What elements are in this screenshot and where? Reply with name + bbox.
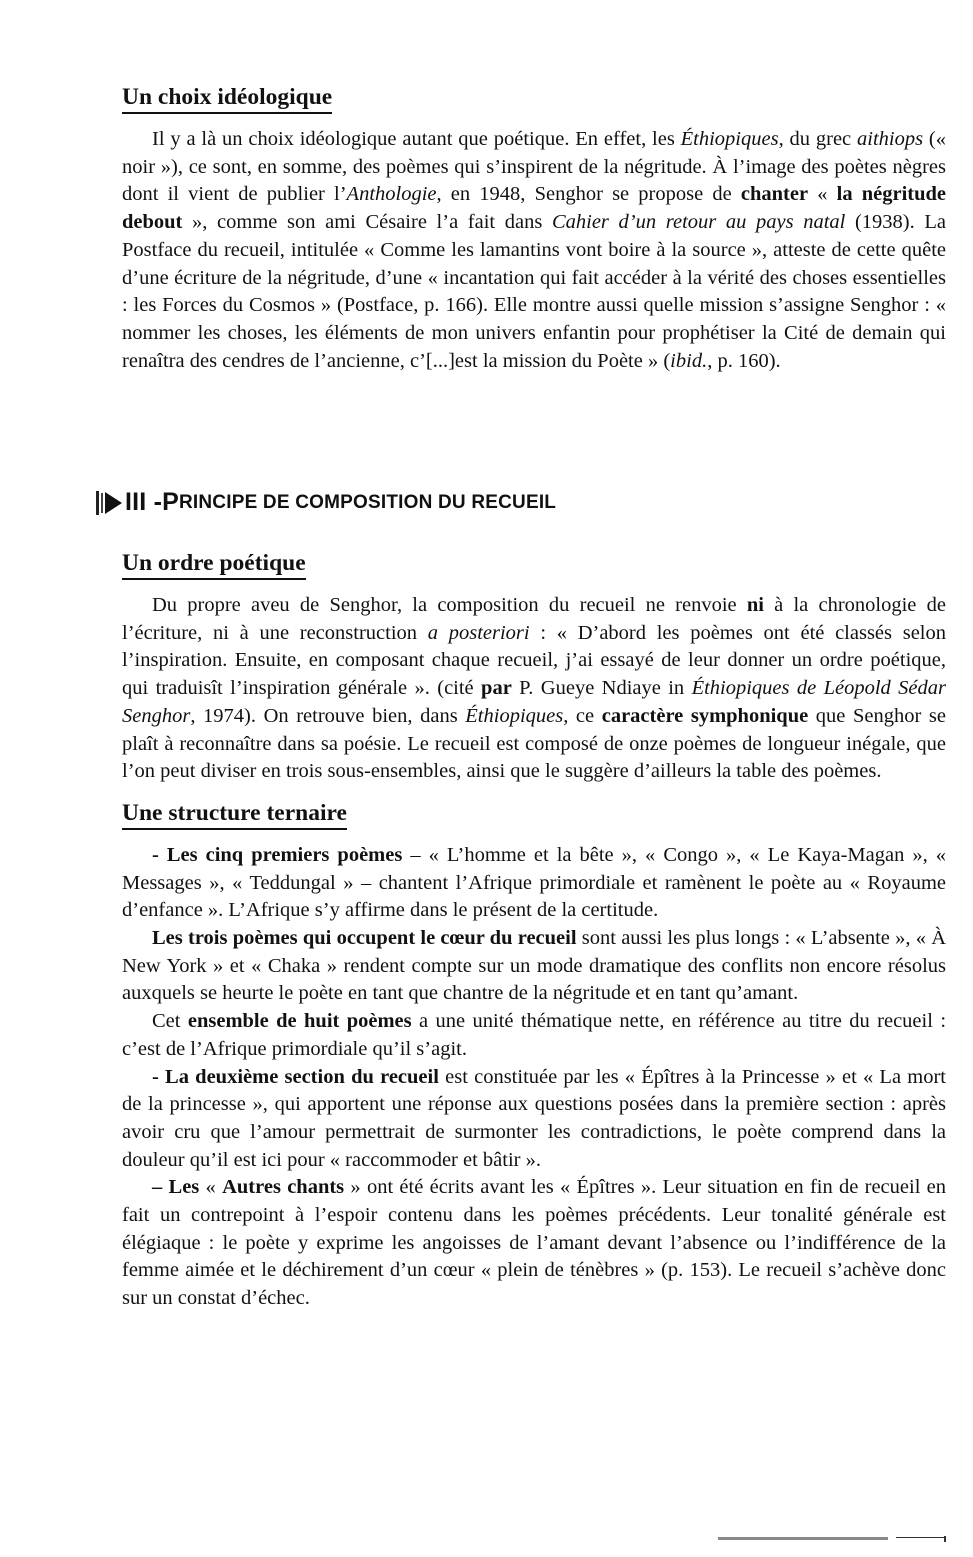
text-run: , 1974). On retrouve bien, dans	[190, 704, 466, 727]
bold-run: Autres chants	[222, 1176, 345, 1199]
text-run: , en 1948, Senghor se propose de	[436, 183, 741, 206]
text-run: que Senghor se plaît à reconnaître dans sa poésie. Le recueil est composé de onze poèmes de longueur inégale, que l’on peut diviser en trois sous-ensembles, ainsi que le suggère d’ailleurs la table des poèmes.	[122, 704, 946, 783]
bold-run: par	[481, 677, 512, 700]
text-run: «	[808, 183, 837, 206]
italic-run: Éthiopiques	[680, 128, 779, 150]
text-run: Cet	[152, 1010, 188, 1033]
paragraph	[122, 126, 946, 375]
text-run: a une unité thématique nette, en référence au titre du recueil : c’est de l’Afrique primordiale qu’il s’agit.	[122, 1010, 947, 1060]
text-run: sont aussi les plus longs : « L’absente », « À New York » et « Chaka » rendent compte sur un mode dramatique des conflits non encore résolus auxquels se heurte le poète en tant que chantre de la négritude et en tant qu’amant.	[122, 927, 946, 1005]
text-run: – « L’homme et la bête », « Congo », « Le Kaya-Magan », « Messages », « Teddungal » – chantent l’Afrique primordiale et ramènent le poète au « Royaume d’enfance ». L’Afrique s’y affirme dans le présent de la certitude.	[122, 843, 946, 922]
text-run: , du grec	[778, 128, 857, 150]
italic-run: ibid.	[670, 349, 708, 372]
paragraph	[122, 842, 946, 925]
structure-paragraphs	[122, 842, 946, 1313]
text-run: Du propre aveu de Senghor, la composition du recueil ne renvoie	[152, 594, 747, 616]
triangle-arrow-icon	[95, 489, 123, 517]
section-title-initial: P	[162, 488, 179, 516]
bold-run: ensemble de huit poèmes	[187, 1010, 412, 1033]
subheading-choix: Un choix idéologique	[122, 84, 332, 114]
subheading-structure: Une structure ternaire	[122, 800, 347, 830]
italic-run: Éthiopiques de Léopold Sédar Senghor	[122, 677, 946, 727]
page-body	[122, 84, 946, 375]
subheading-ordre: Un ordre poétique	[122, 550, 306, 580]
text-run: , ce	[563, 704, 602, 727]
paragraph	[122, 1064, 946, 1175]
bold-run: – Les	[152, 1176, 200, 1199]
bold-run: la négritude debout	[122, 183, 946, 234]
italic-run: Cahier d’un retour au pays natal	[551, 211, 846, 234]
text-run: », comme son ami Césaire l’a fait dans	[182, 211, 552, 234]
text-run: (« noir »), ce sont, en somme, des poèmes qui s’inspirent de la négritude. À l’image des poètes nègres dont il vient de publier l’	[122, 128, 946, 206]
paragraph	[122, 1008, 946, 1063]
section-number: III -	[125, 488, 163, 516]
italic-run: Éthiopiques	[465, 704, 564, 727]
bold-run: chanter	[740, 183, 809, 206]
paragraph	[122, 925, 946, 1008]
text-run: «	[199, 1176, 223, 1199]
bold-run: caractère symphonique	[601, 704, 809, 727]
text-run: P. Gueye Ndiaye in	[511, 677, 692, 700]
bold-run: - Les cinq premiers poèmes	[152, 843, 403, 866]
paragraph	[122, 1174, 946, 1313]
bold-run: - La deuxième section du recueil	[152, 1065, 439, 1088]
page-footer-rule	[718, 1536, 946, 1542]
text-run: Il y a là un choix idéologique autant que poétique. En effet, les	[152, 128, 681, 150]
paragraph	[122, 592, 946, 786]
bold-run: ni	[746, 594, 764, 616]
section-body	[122, 550, 946, 1313]
text-run: » ont été écrits avant les « Épîtres ». Leur situation en fin de recueil en fait un contrepoint à l’espoir contenu dans les poèmes précédents. Leur tonalité générale est élégiaque : le poète y exprime les angoisses de l’amant devant l’absence ou l’indifférence de la femme aimée et le déchirement d’un cœur « plein de ténèbres » (p. 153). Le recueil s’achève donc sur un constat d’échec.	[122, 1176, 947, 1310]
text-run: est constituée par les « Épîtres à la Princesse » et « La mort de la princesse », qui apportent une réponse aux questions posées dans la première section : après avoir cru que l’amour permettrait de surmonter les contradictions, le poète comprend dans la douleur qu’il est ici pour « raccommoder et bâtir ».	[122, 1065, 946, 1171]
italic-run: Anthologie	[346, 183, 437, 206]
text-run: à la chronologie de l’écriture, ni à une reconstruction	[122, 594, 946, 644]
bold-run: Les trois poèmes qui occupent le cœur du recueil	[152, 927, 577, 950]
text-run: (1938). La Postface du recueil, intitulée « Comme les lamantins vont boire à la source », atteste de cette quête d’une écriture de la négritude, d’une « incantation qui fait accéder à la vérité des choses essentielles : les Forces du Cosmos » (Postface, p. 166). Elle montre aussi quelle mission s’assigne Senghor : « nommer les choses, les éléments de mon univers enfantin pour prophétiser la Cité de demain qui renaîtra des cendres de l’ancienne, c’[...]est la mission du Poète » (	[122, 211, 946, 372]
section-title-rest: RINCIPE DE COMPOSITION DU RECUEIL	[178, 491, 557, 513]
text-run: : « D’abord les poèmes ont été classés selon l’inspiration. Ensuite, en composant chaque recueil, j’ai essayé de leur donner un ordre poétique, qui traduisît l’inspiration générale ». (cité	[122, 621, 946, 700]
section-heading	[95, 488, 556, 517]
text-run: , p. 160).	[707, 349, 781, 372]
italic-run: a posteriori	[427, 621, 530, 644]
italic-run: aithiops	[857, 128, 924, 150]
